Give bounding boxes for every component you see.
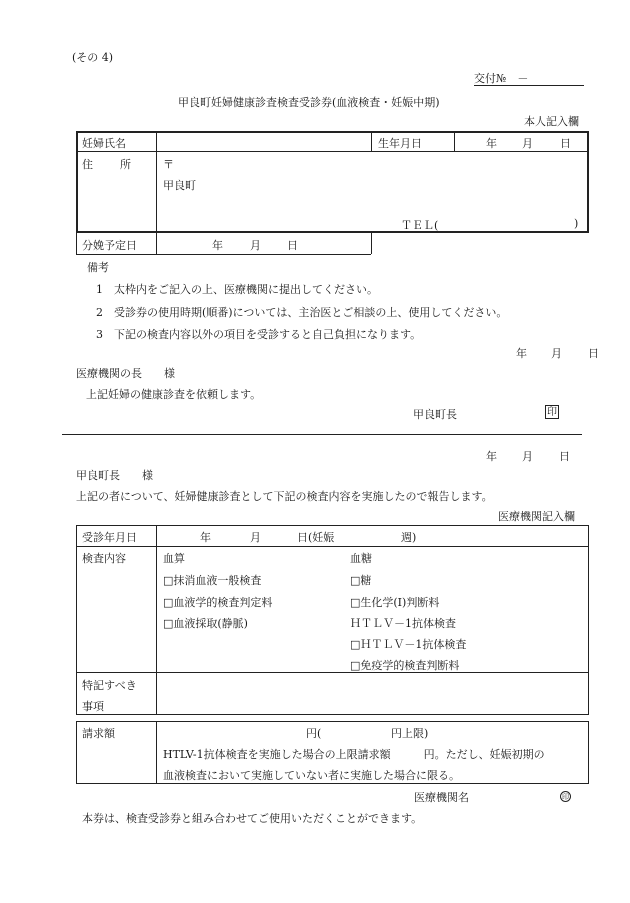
report-table [76, 525, 589, 715]
visit-day-pregnancy: 日(妊娠 [297, 531, 335, 544]
institution-name-label: 医療機関名 [414, 791, 469, 804]
special-notes-label-1: 特記すべき [82, 679, 137, 692]
birth-month-label: 月 [522, 137, 533, 150]
exam-checkbox-item: □血液採取(静脈) [163, 617, 248, 630]
birthdate-label: 生年月日 [378, 137, 422, 150]
billing-yen-open: 円( [306, 727, 322, 740]
applicant-info-frame [76, 131, 589, 233]
visit-date-label: 受診年月日 [82, 531, 137, 544]
due-day-label: 日 [287, 239, 298, 252]
exam-checkbox-item: □免疫学的検査判断料 [350, 659, 460, 672]
exam-checkbox-item: □抹消血液一般検査 [163, 574, 262, 587]
exam-checkbox-item: □糖 [350, 574, 372, 587]
section-divider [62, 434, 582, 435]
note-item: 3 下記の検査内容以外の項目を受診すると自己負担になります。 [96, 328, 422, 341]
due-month-label: 月 [250, 239, 261, 252]
page-title: 甲良町妊婦健康診査検査受診券(血液検査・妊娠中期) [178, 96, 440, 109]
billing-note-line-2: 血液検査において実施していない者に実施した場合に限る。 [163, 769, 460, 782]
town-name: 甲良町 [163, 179, 196, 192]
visit-month: 月 [250, 531, 261, 544]
address-label-1: 住 [82, 158, 93, 171]
name-label: 妊婦氏名 [82, 137, 126, 150]
exam-item: ＨＴＬＶ－1抗体検査 [350, 617, 456, 630]
birth-day-label: 日 [560, 137, 571, 150]
request-day: 日 [588, 347, 599, 360]
institution-seal: 印 [562, 793, 569, 801]
postal-mark: 〒 [163, 158, 174, 171]
special-notes-label-2: 事項 [82, 700, 104, 713]
request-addressee: 医療機関の長 様 [76, 367, 175, 380]
due-year-label: 年 [212, 239, 223, 252]
billing-label: 請求額 [82, 727, 115, 740]
blood-sugar-heading: 血糖 [350, 552, 372, 565]
tel-close: ) [574, 217, 579, 230]
issue-number-label: 交付№ － [474, 72, 529, 85]
issue-number-underline [474, 85, 584, 86]
note-item: 1 太枠内をご記入の上、医療機関に提出してください。 [96, 283, 378, 296]
exam-checkbox-item: □ＨＴＬＶ－1抗体検査 [350, 638, 467, 651]
tel-label: ＴＥＬ( [401, 219, 439, 232]
request-month: 月 [551, 347, 562, 360]
notes-heading: 備考 [87, 261, 109, 274]
request-body: 上記妊婦の健康診査を依頼します。 [86, 388, 262, 401]
form-number: (その 4) [72, 51, 114, 64]
note-item: 2 受診券の使用時期(順番)については、主治医とご相談の上、使用してください。 [96, 306, 508, 319]
report-year: 年 [486, 450, 497, 463]
exam-checkbox-item: □血液学的検査判定料 [163, 596, 273, 609]
mayor-signature-label: 甲良町長 [413, 408, 457, 421]
applicant-section-label: 本人記入欄 [524, 115, 579, 128]
exam-checkbox-item: □生化学(Ⅰ)判断料 [350, 596, 440, 609]
institution-section-label: 医療機関記入欄 [498, 510, 575, 523]
billing-note-line-1: HTLV-1抗体検査を実施した場合の上限請求額 円。ただし、妊娠初期の [163, 748, 545, 761]
visit-week: 週) [401, 531, 417, 544]
mayor-seal-stamp: 印 [547, 407, 557, 418]
address-label-2: 所 [120, 158, 131, 171]
report-day: 日 [559, 450, 570, 463]
report-body: 上記の者について、妊婦健康診査として下記の検査内容を実施したので報告します。 [76, 490, 493, 503]
report-month: 月 [522, 450, 533, 463]
due-date-label: 分娩予定日 [82, 239, 137, 252]
exam-content-label: 検査内容 [82, 552, 126, 565]
billing-yen-limit: 円上限) [391, 727, 429, 740]
visit-year: 年 [200, 531, 211, 544]
birth-year-label: 年 [486, 137, 497, 150]
request-year: 年 [516, 347, 527, 360]
usage-note: 本券は、検査受診券と組み合わせてご使用いただくことができます。 [82, 812, 423, 825]
blood-count-heading: 血算 [163, 552, 185, 565]
report-addressee: 甲良町長 様 [76, 469, 153, 482]
